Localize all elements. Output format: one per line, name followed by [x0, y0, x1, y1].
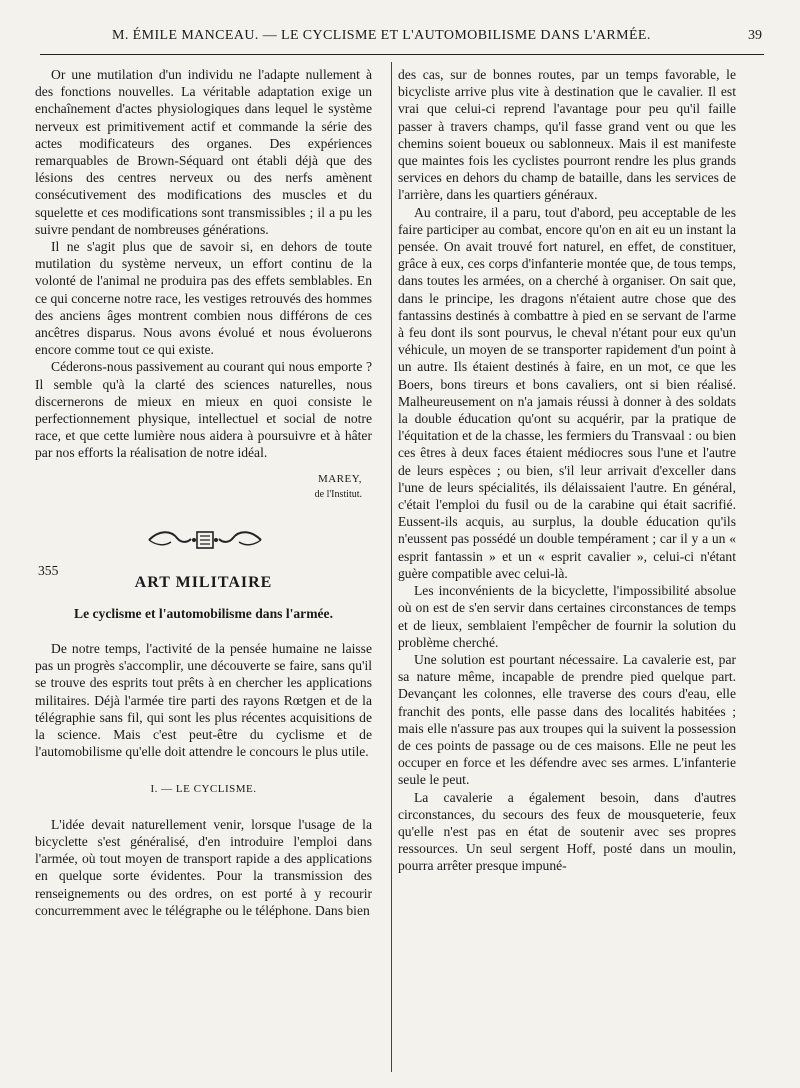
paragraph: Or une mutilation d'un individu ne l'adapte nullement à des fonctions nouvelles. La véritable adaptation exige un enchaînement d'actes physiologiques dans lequel le système nerveux est primitivement actif et commande la série des actes modificateurs des organes. Des expériences remarquables de Brown-Séquard ont établi déjà que des lésions des centres nerveux ou des nerfs amènent consécutivement des modifications des muscles et du squelette et ces modifications sont transmissibles ; il a pu les suivre pendant de nombreuses générations.	[35, 67, 372, 237]
paragraph: Au contraire, il a paru, tout d'abord, peu acceptable de les faire participer au combat, encore qu'on en ait eu un instant la pensée. On avait trouvé fort naturel, en effet, de constituer, grâce à eux, ces corps d'infanterie montée que, de tous temps, dans toutes les armées, on a cherché à organiser. On sait que, dans le principe, les dragons n'étaient autre chose que des fantassins destinés à combattre à pied en se servant de l'arme à feu dont ils sont pourvus, le cheval n'étant pour eux qu'un véhicule, un moyen de se transporter rapidement d'un point à un autre. Ils étaient destinés à faire, en un mot, ce que les Boers, bons tireurs et bons cavaliers, ont si bien réalisé. Malheureusement on n'a jamais réussi à donner à des soldats la double éducation qu'ont su acquérir, par la pratique de l'équitation et de la chasse, les fermiers du Transvaal : ou bien ces êtres à deux faces étaient médiocres sous l'une et l'autre de leurs espèces ; ou bien, s'il leur arrivait d'exceller dans l'une de leurs spécialités, ils délaissaient l'autre. En général, c'était l'emploi du fusil ou de la carabine qui était sacrifié. Eussent-ils acquis, au surplus, la double éducation qu'ils n'eussent pas possédé un double tempérament ; car il y a un « esprit fantassin » et un « esprit cavalier », celui-ci n'étant guère compatible avec celui-là.	[398, 204, 736, 581]
header-rule	[40, 54, 764, 55]
ornament-icon	[145, 528, 265, 552]
section-title: ART MILITAIRE	[134, 573, 273, 591]
subsection-heading: I. — LE CYCLISME.	[150, 782, 257, 795]
section-header	[35, 562, 372, 622]
signature	[35, 472, 372, 502]
signature-name: MAREY,	[317, 472, 362, 485]
page-number: 39	[748, 28, 762, 43]
right-column	[398, 66, 736, 875]
paragraph: La cavalerie a également besoin, dans d'autres circonstances, du secours des feux de mousqueterie, feux qu'elle n'est pas en état de soutenir avec ses propres ressources. Un seul sergent Hoff, posté dans un moulin, pourra arrêter presque impuné-	[398, 789, 736, 874]
running-title: M. ÉMILE MANCEAU. — LE CYCLISME ET L'AUTOMOBILISME DANS L'ARMÉE.	[112, 28, 651, 43]
paragraph: Il ne s'agit plus que de savoir si, en dehors de toute mutilation du système nerveux, un effort continu de la volonté de l'animal ne produira pas des effets semblables. En ce qui concerne notre race, les vestiges retrouvés des hommes des anciens âges montrent combien nous différons de ces ancêtres disparus. Nous avons évolué et nous évoluerons encore comme tout ce qui existe.	[35, 239, 372, 358]
paragraph: Une solution est pourtant nécessaire. La cavalerie est, par sa nature même, incapable de prendre pied quelque part. Devançant les colonnes, elle traverse des cours d'eau, elle franchit des ponts, elle passe dans des localités habitées ; mais elle n'assure pas aux troupes qui la suivent la possession de ces points de passage ou de ces maisons. Elle ne peut les occuper en force et les défendre avec ses armes. L'infanterie seule le peut.	[398, 651, 736, 788]
paragraph: Les inconvénients de la bicyclette, l'impossibilité absolue où on est de s'en servir dans certaines circonstances de temps et de lieux, semblaient l'empêcher de fournir la solution du problème cherché.	[398, 583, 736, 650]
column-rule	[391, 62, 392, 1072]
left-column	[35, 66, 372, 919]
section-subtitle: Le cyclisme et l'automobilisme dans l'armée.	[74, 605, 333, 621]
running-head	[0, 28, 800, 50]
paragraph: L'idée devait naturellement venir, lorsque l'usage de la bicyclette s'est généralisé, d'en introduire l'emploi dans l'armée, où tout moyen de transport rapide a des applications en quelque sorte évidentes. Pour la transmission des renseignements ou des ordres, on est porté à y recourir concurremment avec le télégraphe ou le téléphone. Dans bien	[35, 816, 372, 918]
signature-affiliation: de l'Institut.	[314, 488, 362, 500]
paragraph: des cas, sur de bonnes routes, par un temps favorable, le bicycliste arrive plus vite à destination que le cavalier. Il est vrai que celui-ci reprend l'avantage pour peu qu'il faille passer à travers champs, qu'il fasse grand vent ou que les chemins soient boueux ou sablonneux. Mais il est manifeste que maintes fois les cyclistes pourront rendre les plus grands services en dehors du champ de bataille, dans les services de l'arrière, dans les quartiers généraux.	[398, 67, 736, 203]
section-number: 355	[38, 562, 59, 578]
paragraph: De notre temps, l'activité de la pensée humaine ne laisse pas un progrès s'accomplir, une découverte se faire, sans qu'il se trouve des esprits tout prêts à en chercher les applications militaires. Déjà l'armée tire parti des rayons Rœtgen et de la télégraphie sans fil, qui sont les plus récentes acquisitions de la science. Mais c'est peut-être du cyclisme et de l'automobilisme qu'elle doit attendre le concours le plus utile.	[35, 641, 372, 760]
paragraph: Céderons-nous passivement au courant qui nous emporte ? Il semble qu'à la clarté des sciences naturelles, nous discernerons de mieux en mieux en quoi consiste le perfectionnement physique, intellectuel et social de notre race, et que cette lumière nous aidera à poursuivre et à hâter par nos efforts la réalisation de notre idéal.	[35, 359, 372, 461]
